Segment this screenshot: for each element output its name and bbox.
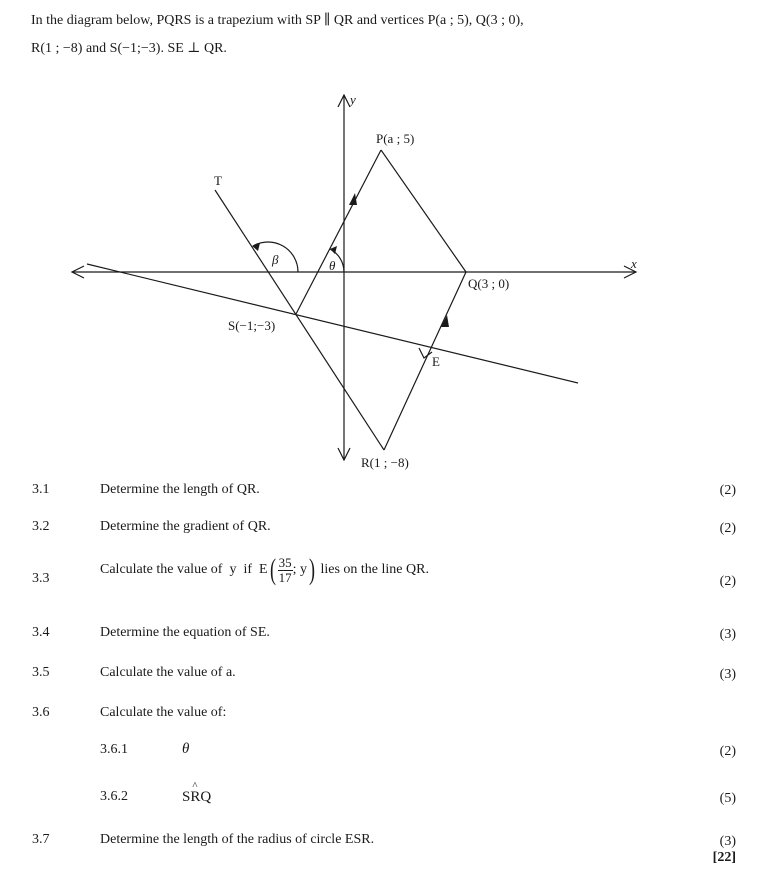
side-QR xyxy=(384,272,466,450)
question-number: 3.7 xyxy=(32,832,50,847)
point-R-label: R(1 ; −8) xyxy=(361,455,409,470)
question-number: 3.6 xyxy=(32,705,50,720)
point-T-label: T xyxy=(214,173,222,188)
question-text: Determine the equation of SE. xyxy=(100,625,270,640)
question-marks: (3) xyxy=(719,667,736,682)
question-number: 3.5 xyxy=(32,665,50,680)
question-marks: (2) xyxy=(719,744,736,759)
point-E-label: E xyxy=(432,354,440,369)
side-SP xyxy=(296,150,381,314)
question-text xyxy=(182,789,211,806)
angle-theta-label: θ xyxy=(329,258,336,273)
fraction-numerator: 35 xyxy=(278,554,292,570)
point-P-label: P(a ; 5) xyxy=(376,131,415,146)
question-number: 3.4 xyxy=(32,625,50,640)
question-text-part: Calculate the value of y if E xyxy=(100,562,268,578)
x-axis-label: x xyxy=(631,256,637,271)
question-text: θ xyxy=(182,741,190,757)
left-paren: ( xyxy=(269,553,276,586)
question-marks: (2) xyxy=(719,483,736,498)
question-number: 3.6.2 xyxy=(100,789,128,804)
question-text: Calculate the value of: xyxy=(100,705,227,720)
point-S-label: S(−1;−3) xyxy=(228,318,276,333)
fraction-tail: ; y xyxy=(292,562,307,578)
point-Q-label: Q(3 ; 0) xyxy=(468,276,510,291)
question-marks: (2) xyxy=(719,574,736,589)
question-number: 3.2 xyxy=(32,519,50,534)
parallel-arrow-SP-icon xyxy=(349,193,357,205)
question-number: 3.3 xyxy=(32,571,50,586)
y-axis-label: y xyxy=(350,92,356,107)
intro-line-1: In the diagram below, PQRS is a trapezium with SP ∥ QR and vertices P(a ; 5), Q(3 ; 0), xyxy=(31,13,524,28)
question-text: Determine the length of the radius of circle ESR. xyxy=(100,832,375,847)
question-text: Calculate the value of a. xyxy=(100,665,236,680)
fraction xyxy=(278,556,293,585)
fraction-denominator: 17 xyxy=(278,569,292,585)
question-marks: (2) xyxy=(719,521,736,536)
side-PQ xyxy=(381,150,466,272)
angle-beta-label: β xyxy=(272,252,279,267)
intro-line-2: R(1 ; −8) and S(−1;−3). SE ⊥ QR. xyxy=(31,41,227,56)
question-text: Determine the length of QR. xyxy=(100,482,260,497)
question-number: 3.6.1 xyxy=(100,742,128,757)
angle-vertex-s: S xyxy=(182,789,191,805)
question-text xyxy=(100,552,429,588)
angle-vertex-q: Q xyxy=(200,789,212,805)
question-text-part: lies on the line QR. xyxy=(316,562,429,578)
right-paren: ) xyxy=(308,553,315,586)
question-marks: (3) xyxy=(719,834,736,849)
question-marks: (5) xyxy=(719,791,736,806)
angle-vertex-r-hat: R ^ xyxy=(190,789,200,806)
question-marks: (3) xyxy=(719,627,736,642)
question-text: Determine the gradient of QR. xyxy=(100,519,271,534)
total-marks: [22] xyxy=(712,850,736,865)
question-number: 3.1 xyxy=(32,482,50,497)
